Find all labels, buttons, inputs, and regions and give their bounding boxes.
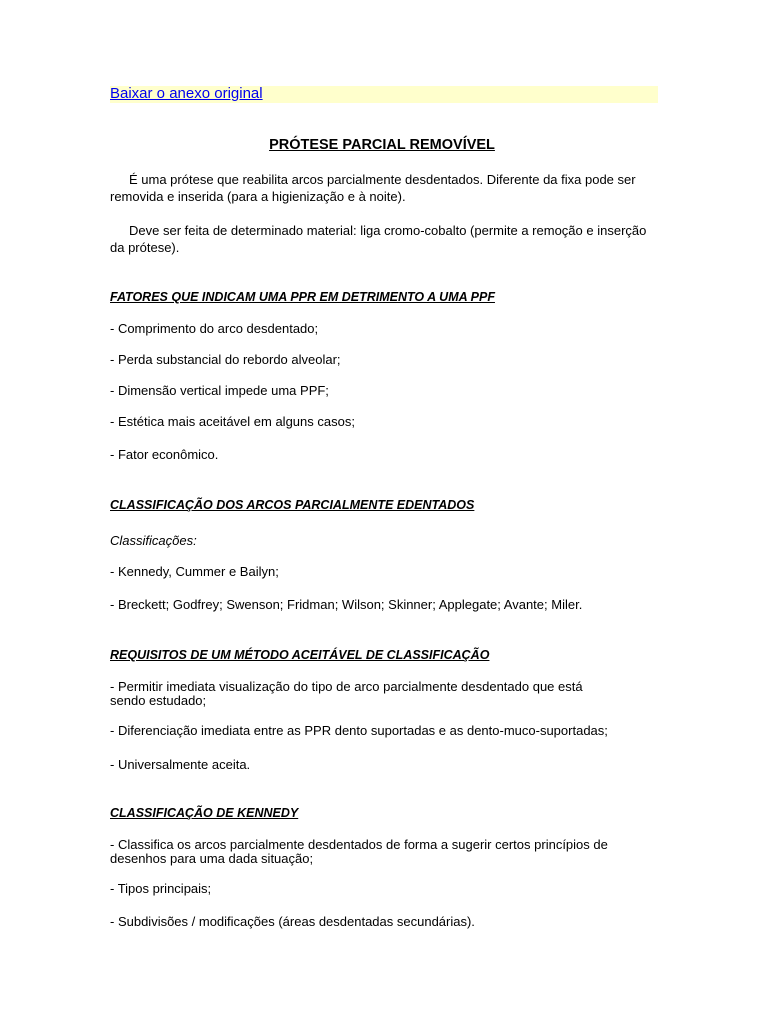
list-item: - Breckett; Godfrey; Swenson; Fridman; Wilson; Skinner; Applegate; Avante; Miler. — [110, 597, 583, 612]
section-heading: CLASSIFICAÇÃO DE KENNEDY — [110, 806, 299, 820]
list-item: - Subdivisões / modificações (áreas desdentadas secundárias). — [110, 914, 475, 929]
list-item: - Tipos principais; — [110, 881, 212, 896]
list-item: - Diferenciação imediata entre as PPR dento suportadas e as dento-muco-suportadas; — [110, 723, 608, 738]
intro-paragraph: É uma prótese que reabilita arcos parcialmente desdentados. Diferente da fixa pode ser removida e inserida (para a higienização e à noite). — [110, 172, 636, 204]
list-item: - Estética mais aceitável em alguns casos; — [110, 414, 355, 429]
list-item: - Permitir imediata visualização do tipo de arco parcialmente desdentado que está sendo estudado; — [110, 679, 583, 708]
document-title: PRÓTESE PARCIAL REMOVÍVEL — [269, 137, 495, 153]
list-item: - Classifica os arcos parcialmente desdentados de forma a sugerir certos princípios de desenhos para uma dada situação; — [110, 837, 608, 866]
list-item: - Perda substancial do rebordo alveolar; — [110, 352, 341, 367]
section-heading: CLASSIFICAÇÃO DOS ARCOS PARCIALMENTE EDENTADOS — [110, 498, 475, 512]
list-item: - Universalmente aceita. — [110, 757, 251, 772]
list-item: - Kennedy, Cummer e Bailyn; — [110, 564, 279, 579]
classifications-label: Classificações: — [110, 533, 197, 548]
section-heading: REQUISITOS DE UM MÉTODO ACEITÁVEL DE CLASSIFICAÇÃO — [110, 648, 490, 662]
intro-paragraph: Deve ser feita de determinado material: liga cromo-cobalto (permite a remoção e inserção da prótese). — [110, 223, 647, 255]
list-item: - Comprimento do arco desdentado; — [110, 321, 319, 336]
section-heading: FATORES QUE INDICAM UMA PPR EM DETRIMENTO A UMA PPF — [110, 290, 495, 304]
download-original-link[interactable]: Baixar o anexo original — [110, 85, 263, 102]
list-item: - Fator econômico. — [110, 447, 219, 462]
list-item: - Dimensão vertical impede uma PPF; — [110, 383, 329, 398]
